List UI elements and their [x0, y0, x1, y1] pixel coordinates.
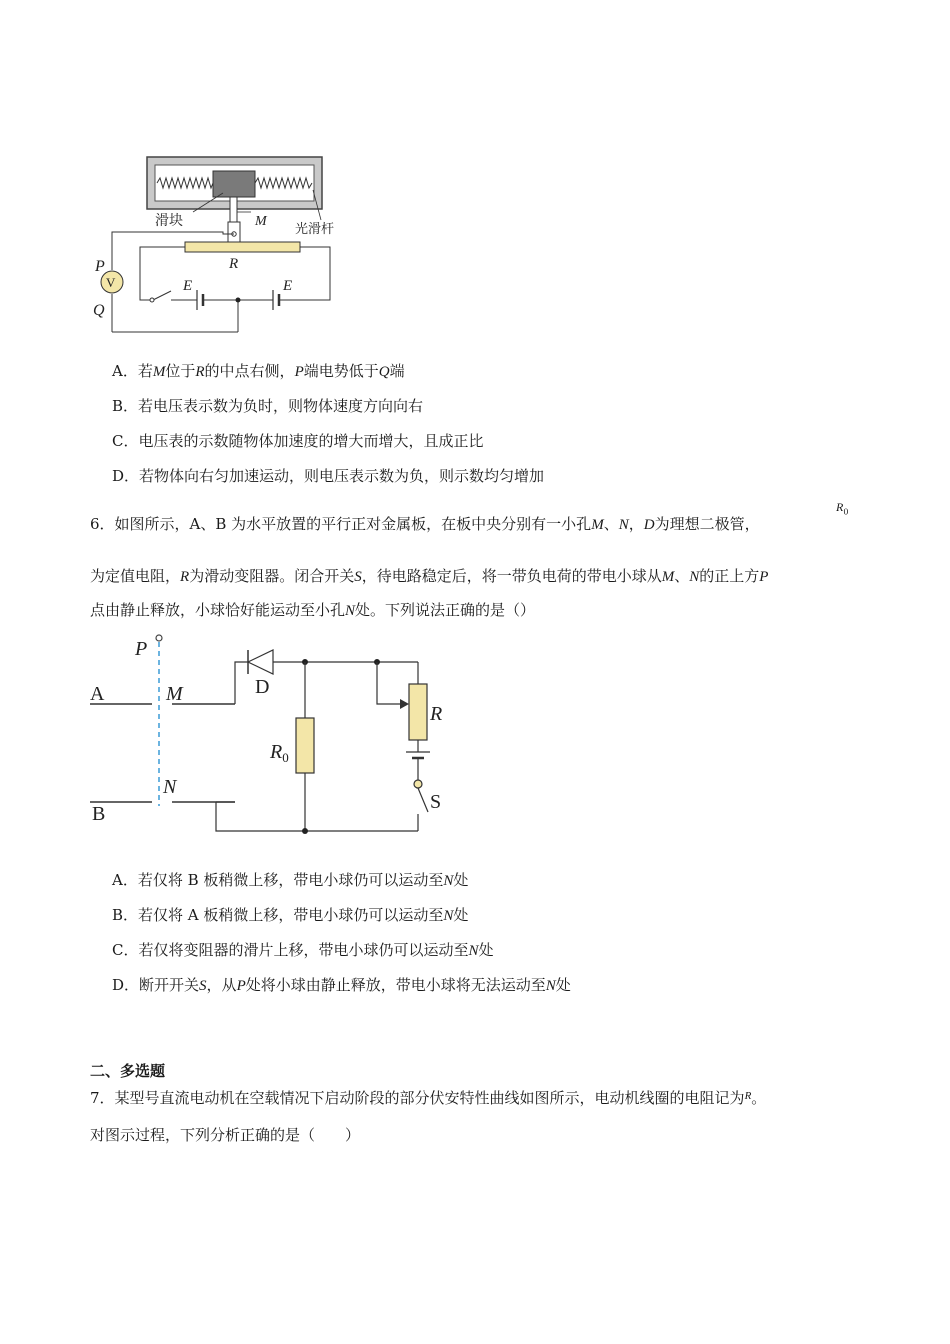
- figure-accelerometer-circuit: [85, 150, 355, 340]
- q6-option-d: D．断开开关S，从P处将小球由静止释放，带电小球将无法运动至N处: [112, 976, 571, 994]
- fig2-label-r0: $R_0$: [270, 741, 289, 765]
- resistor-r: [185, 242, 300, 252]
- diode: [248, 650, 273, 674]
- q6-option-b: B．若仅将 A 板稍微上移，带电小球仍可以运动至N处: [112, 906, 469, 924]
- label-rod: 光滑杆: [295, 221, 335, 236]
- switch-blade: [153, 291, 171, 300]
- q6-option-c: C．若仅将变阻器的滑片上移，带电小球仍可以运动至N处: [112, 941, 494, 959]
- label-p: P: [95, 258, 105, 275]
- switch-s: [414, 780, 422, 788]
- q6-r0-symbol: $R_0$: [836, 500, 849, 517]
- label-e2: E: [283, 278, 293, 294]
- label-r: R: [229, 256, 239, 272]
- fig2-label-s: S: [430, 791, 442, 813]
- figure-parallel-plate-circuit: [80, 628, 460, 838]
- q7-line-2: 对图示过程，下列分析正确的是（ ）: [90, 1126, 361, 1144]
- label-e1: E: [183, 278, 193, 294]
- fig2-label-a: A: [90, 683, 105, 705]
- fig2-label-n: N: [163, 776, 177, 798]
- label-q: Q: [93, 302, 105, 319]
- slider-block: [213, 171, 255, 197]
- fig2-label-d: D: [255, 676, 270, 698]
- rheostat-slider-arrow: [400, 699, 409, 709]
- section-heading-multiple-choice: 二、多选题: [90, 1062, 166, 1080]
- q6-line-3: 点由静止释放，小球恰好能运动至小孔N处。下列说法正确的是（）: [90, 601, 536, 619]
- rheostat-r: [409, 684, 427, 740]
- q5-option-b: B．若电压表示数为负时，则物体速度方向向右: [112, 397, 424, 415]
- q6-option-a: A．若仅将 B 板稍微上移，带电小球仍可以运动至N处: [112, 871, 469, 889]
- label-slider: 滑块: [155, 214, 183, 229]
- label-m: M: [255, 214, 267, 229]
- fig2-label-m: M: [166, 683, 183, 705]
- label-v: V: [106, 275, 116, 290]
- fig2-label-r: R: [430, 703, 443, 725]
- q5-option-d: D．若物体向右匀加速运动，则电压表示数为负，则示数均匀增加: [112, 467, 545, 485]
- q6-line-1: 6．如图所示，A、B 为水平放置的平行正对金属板，在板中央分别有一小孔M、N，D为理想二极管，: [90, 515, 760, 533]
- q5-option-a: A．若M位于R的中点右侧，P端电势低于Q端: [112, 362, 405, 380]
- resistor-r0: [296, 718, 314, 773]
- q6-line-2: 为定值电阻，R为滑动变阻器。闭合开关S，待电路稳定后，将一带负电荷的带电小球从M、N的正上方P: [90, 567, 769, 585]
- q7-line-1: 7．某型号直流电动机在空载情况下启动阶段的部分伏安特性曲线如图所示，电动机线圈的电阻记为$^R$。: [90, 1089, 767, 1107]
- fig2-label-b: B: [92, 803, 106, 825]
- q5-option-c: C．电压表的示数随物体加速度的增大而增大，且成正比: [112, 432, 484, 450]
- ball-point-p: [156, 635, 162, 641]
- fig2-label-p: P: [135, 638, 148, 660]
